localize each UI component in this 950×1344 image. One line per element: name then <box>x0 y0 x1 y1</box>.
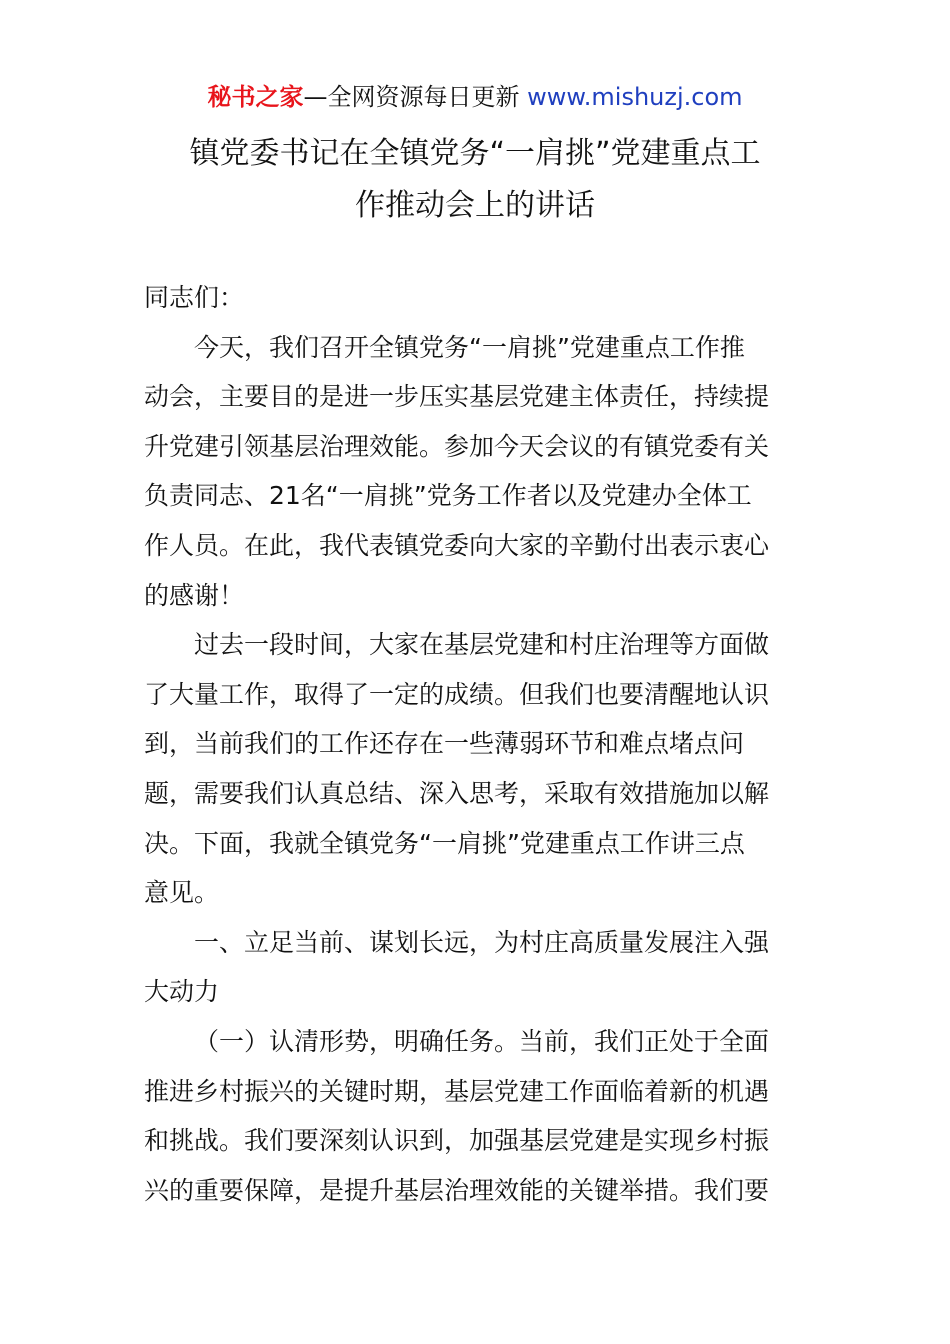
site-url-link[interactable]: www.mishuzj.com <box>527 83 743 111</box>
paragraph-line: （一）认清形势，明确任务。当前，我们正处于全面 <box>194 1026 770 1056</box>
paragraph-line: 和挑战。我们要深刻认识到，加强基层党建是实现乡村振 <box>144 1126 770 1156</box>
paragraph-line: 决。下面，我就全镇党务“一肩挑”党建重点工作讲三点 <box>144 828 745 858</box>
document-title <box>100 128 850 232</box>
paragraph-line: 作人员。在此，我代表镇党委向大家的辛勤付出表示衷心 <box>144 530 770 560</box>
document-body <box>144 273 808 1215</box>
paragraph-line: 推进乡村振兴的关键时期，基层党建工作面临着新的机遇 <box>144 1076 770 1106</box>
header-tagline: —全网资源每日更新 <box>303 83 520 111</box>
paragraph-line: 意见。 <box>144 878 220 908</box>
paragraph-line: 动会，主要目的是进一步压实基层党建主体责任，持续提 <box>144 382 770 412</box>
section-heading-line: 一、立足当前、谋划长远，为村庄高质量发展注入强 <box>194 927 770 957</box>
paragraph-line: 兴的重要保障，是提升基层治理效能的关键举措。我们要 <box>144 1175 770 1205</box>
title-line-2: 作推动会上的讲话 <box>355 188 595 223</box>
paragraph-line: 负责同志、21名“一肩挑”党务工作者以及党建办全体工 <box>144 481 752 511</box>
title-line-1: 镇党委书记在全镇党务“一肩挑”党建重点工 <box>189 136 761 171</box>
paragraph-line: 了大量工作，取得了一定的成绩。但我们也要清醒地认识 <box>144 679 770 709</box>
paragraph-line: 过去一段时间，大家在基层党建和村庄治理等方面做 <box>194 630 770 660</box>
paragraph-line: 的感谢！ <box>144 580 245 610</box>
salutation: 同志们： <box>144 283 245 312</box>
paragraph-line: 升党建引领基层治理效能。参加今天会议的有镇党委有关 <box>144 431 770 461</box>
brand-name: 秘书之家 <box>207 83 304 111</box>
paragraph-line: 题，需要我们认真总结、深入思考，采取有效措施加以解 <box>144 778 770 808</box>
paragraph-line: 到，当前我们的工作还存在一些薄弱环节和难点堵点问 <box>144 729 745 759</box>
site-header <box>0 80 950 114</box>
paragraph-line: 今天，我们召开全镇党务“一肩挑”党建重点工作推 <box>194 332 745 362</box>
section-heading-line: 大动力 <box>144 977 220 1007</box>
